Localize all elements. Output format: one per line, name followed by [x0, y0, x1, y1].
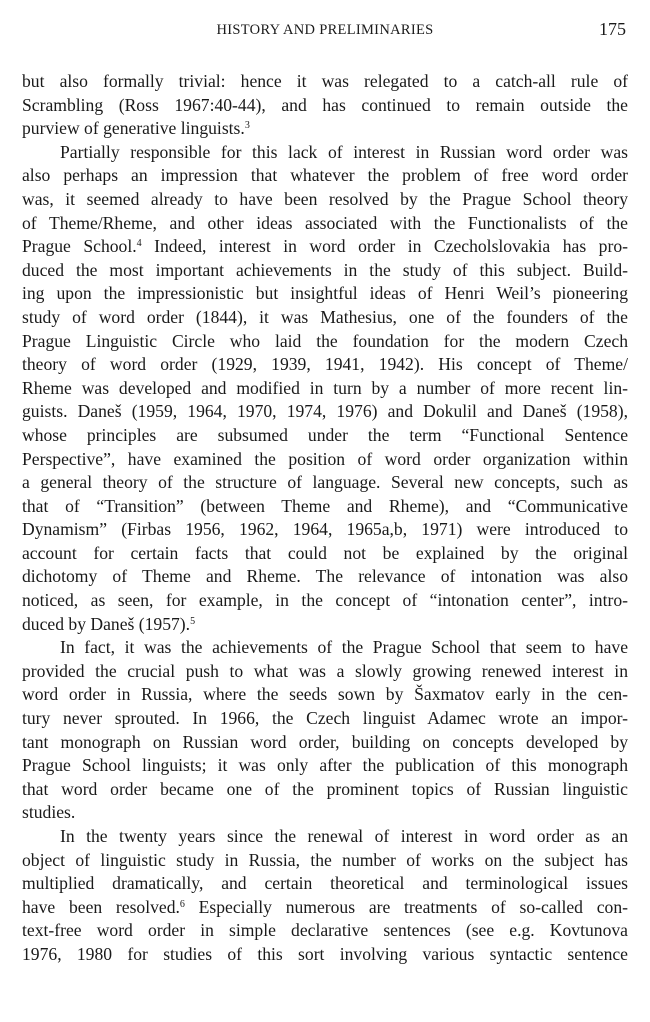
text-line: object of linguistic study in Russia, the number of works on the subject has: [22, 849, 628, 870]
running-head-title: HISTORY AND PRELIMINARIES: [216, 22, 434, 38]
text-line: was, it seemed already to have been resolved by the Prague School theory: [22, 188, 628, 209]
text-line: whose principles are subsumed under the term “Functional Sentence: [22, 424, 628, 445]
text-line: have been resolved.$^6$ Especially numerous are treatments of so-called con-: [22, 896, 628, 917]
text-line: Perspective”, have examined the position of word order organization within: [22, 448, 628, 469]
text-line: Partially responsible for this lack of interest in Russian word order was: [60, 141, 628, 162]
text-line: text-free word order in simple declarative sentences (see e.g. Kovtunova: [22, 920, 628, 941]
text-line: Prague Linguistic Circle who laid the foundation for the modern Czech: [22, 330, 628, 351]
text-line: Dynamism” (Firbas 1956, 1962, 1964, 1965a,b, 1971) were introduced to: [22, 519, 628, 540]
text-line: duced the most important achievements in the study of this subject. Build-: [22, 259, 628, 280]
text-line: word order in Russia, where the seeds sown by Šaxmatov early in the cen-: [22, 684, 628, 705]
text-line: Prague School linguists; it was only after the publication of this monograph: [22, 755, 628, 776]
text-line: Rheme was developed and modified in turn by a number of more recent lin-: [22, 377, 628, 398]
text-line: but also formally trivial: hence it was relegated to a catch-all rule of: [22, 71, 628, 91]
text-line: duced by Daneš (1957).$^5$: [22, 613, 196, 634]
text-line: account for certain facts that could not be explained by the original: [22, 542, 628, 563]
footnote-marker: 4: [136, 238, 142, 250]
text-line: study of word order (1844), it was Mathesius, one of the founders of the: [22, 306, 628, 327]
text-line: In fact, it was the achievements of the Prague School that seem to have: [60, 637, 628, 658]
text-line: noticed, as seen, for example, in the concept of “intonation center”, intro-: [22, 590, 628, 611]
text-line: Scrambling (Ross 1967:40-44), and has continued to remain outside the: [22, 94, 628, 115]
text-line: purview of generative linguists.$^3$: [22, 118, 250, 139]
text-line: provided the crucial push to what was a slowly growing renewed interest in: [22, 660, 628, 681]
text-line: also perhaps an impression that whatever the problem of free word order: [22, 165, 628, 186]
text-line: of Theme/Rheme, and other ideas associated with the Functionalists of the: [22, 212, 628, 233]
text-line: that of “Transition” (between Theme and Rheme), and “Communicative: [22, 495, 628, 516]
footnote-marker: 3: [244, 120, 250, 132]
page-number: 175: [599, 19, 626, 39]
text-line: that word order became one of the prominent topics of Russian linguistic: [22, 778, 628, 799]
text-line: studies.: [22, 802, 76, 823]
text-line: theory of word order (1929, 1939, 1941, 1942). His concept of Theme/: [22, 354, 628, 375]
text-line: In the twenty years since the renewal of interest in word order as an: [60, 826, 628, 846]
text-line: multiplied dramatically, and certain theoretical and terminological issues: [22, 873, 628, 894]
text-line: dichotomy of Theme and Rheme. The relevance of intonation was also: [22, 566, 628, 587]
footnote-marker: 5: [190, 615, 196, 627]
text-line: tury never sprouted. In 1966, the Czech linguist Adamec wrote an impor-: [22, 708, 628, 729]
text-line: Prague School.$^4$ Indeed, interest in word order in Czecholslovakia has pro-: [22, 236, 628, 257]
text-line: guists. Daneš (1959, 1964, 1970, 1974, 1976) and Dokulil and Daneš (1958),: [22, 401, 628, 422]
text-line: ing upon the impressionistic but insightful ideas of Henri Weil’s pioneering: [22, 283, 628, 304]
body-text: [22, 70, 628, 967]
text-line: a general theory of the structure of language. Several new concepts, such as: [22, 472, 628, 493]
text-line: tant monograph on Russian word order, building on concepts developed by: [22, 731, 628, 752]
footnote-marker: 6: [179, 898, 185, 910]
text-line: 1976, 1980 for studies of this sort involving various syntactic sentence: [22, 943, 628, 964]
running-head: [22, 19, 628, 43]
